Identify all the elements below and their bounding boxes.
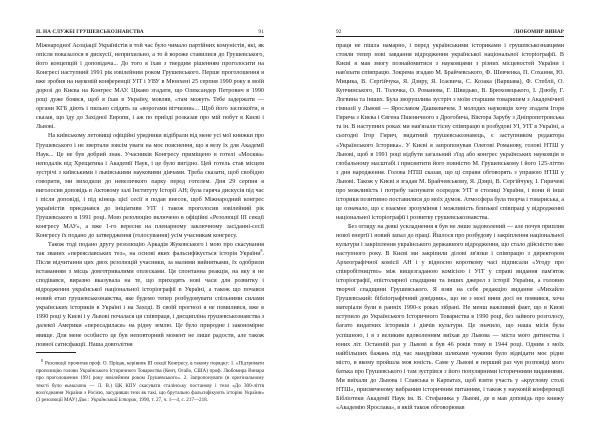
footnote-italic: вимагати: [64, 382, 87, 389]
footnote: [36, 357, 264, 404]
paragraph: На київському летовищі офіційні урядники відібрали від мене усі мої книжки про Грушевського і не звертали зовсім уваги на моє пояснення, що я везу їх для Академії Наук... Це не був добрий знак. Учасників Конгресу приміщено в готелі «Москва» неподалік від Хрещатика і Академії Наук, і це було вигідно. Цей готель став місцем зустрічі з київськими і львівськими науковими діячами. Треба сказати, щоб свобідно говорити, ми виходили до невеличкого парку перед готелем. Дня 29 серпня я виголосив доповідь в Актовому залі Інституту Історії АН; була гаряча дискусія під час і після доповіді, і під кінець цієї сесії я подав внесок, щоб Міжнародний конгрес україністів приєднався до ініціативи УІТ і також проголосив ювілейний рік Грушевського в 1991 році. Мою резолюцію включено в офіційні «Резолюції III секції конгресу МАУ», а вже 1-го вересня на пленарному заключному засіданні-сесії Конгресу їх подано до затвердження (голосування) усім учасникам конгресу.: [36, 133, 264, 239]
body-text: [36, 42, 264, 350]
footnote-text: , 1990, т. 27, ч. 1—4, с. 217—218.: [136, 397, 208, 404]
paragraph-text: . Після відчитання цих двох резолюцій учасники, за малими вийнятками, їх одобрили вставанням з місць довготривалими оплесками. Ця спонтанна реакція, на яку я не сподівався, виразно вказувала на те, що приходять нові часи для розвитку і відродження української національної історіографії в Україні, а також що почався новий етап грушевськознавства, яке будемо тепер розбудовувати спільними силами українських істориків в Україні і на Заході. В своїй прогнозі я не помилився, вже в 1990 році у Києві і у Львові почалася ця співпраця, і дисципліна грушевськознавства з далекої Америки «пересадилася» на рідну землю. Це було природне і закономірне явище. Для мене особисто це був неповторний момент не лише радости, але також повної сатисфакції. Наша довголітня: [36, 251, 264, 348]
paragraph: Міжнародної Асоціації Україністів в той час було чимало партійних комуністів, які, як опісля показалося в дискусії, неприхильно, а то й вороже ставилися до Грушевського, його концепцій і доповідача... До того я їхав з твердим рішенням проголосити на Конгресі наступний 1991 рік ювілейним роком Грушевського. Перше проголошення я вже зробив на науковій конференції УІТ і УВУ в Мюнхені 25 серпня 1990 року в моїй дорозі до Києва на Конгрес МАУ. Цікаво згадати, що Олександер Петрович в 1990 році дуже боявся, щоб я їхав в Україну, мовляв, «там можуть Тебе задержати — органи КГБ діють і пильно слідять за «ворогами вітчизни»... Щоб його заспокоїти, я сказав, що їду до Західної Европи, і аж по приїзді розказав про мій побут в Києві і Львові.: [36, 43, 264, 131]
running-head: [36, 25, 264, 37]
footnote-text: Резолюції прочитав проф. О. Пріцак, керівник III секції Конгресу, в такому порядку: 1. «Підтримати пропозицію голови Українського Історичного Товариства (Кент, Огайо, США) проф. Любомира Винара про проголошення 1991 року ювілейним роком Грушевського». 2. Запропонувати (в оригінальному тексті було: [36, 360, 264, 389]
paragraph: праця не пішла намарно, і перед українськими істориками і грушевськознавцями стояли тепер нові завдання відродження української національної історіографії. В Києві я мав змогу познайомитися з науковцями з різних місцевостей України і нав'язати співпрацю. Зокрема згадаю М. Брайчевського, Ф. Шевченка, П. Сохання, Ю. Мицика, В. Сергійчука, Я. Дзиру, Я. Ісаєвича, С. Козака (Варшава), Ф. Стебліі, О. Купчинського, П. Толочка, О. Романова, Г. Швидько, В. Брюховецького, І. Дзюбу, Г. Логвина та інших. Була зворушлива зустріч з моїм старшим товаришем з Академічної гімназії у Львові — Ярославом Дашкевичем. З молодих науковців хочу згадати Ігоря Гирича з Києва і Євгена Пшеничного з Дрогобича, Віктора Зарубу з Дніпропетровська та ін. В наступних роках ми нав'язали тісну співпрацю в розбудові УІ, УІТ в Україні, а сьогодні Ігор Гирич, видатний грушевськознавець, є заступником редактора «Українського Історика». У Києві я запропонував Олегові Романову, голові НТШ у Львові, щоб в 1991 році відбути загальний з'їзд або конгрес українських науковців в глобальному масштабі і присвятити його повністю М. Грушевському і його 125-літтю з дня народження. Голова НТШ сказав, що ці справи обговорять з управою НТШ у Львові. Також у Києві я згадав М. Брайчевському, Я. Дзирі, В. Сергійчуку, І. Гиричеві про можливість і потребу заснувати осередок УІТ в столиці України, і вони й інші історики позитивно поставилися до моїх думок. Атмосфера була творча і товариська, а це означало, що є взаємне зрозуміння і можливість близької співпраці у відродженні національної історіографії і розвитку грушевськознавства.: [336, 43, 564, 221]
page-number: 91: [258, 29, 264, 35]
paragraph: [36, 241, 264, 350]
page-number: 92: [336, 29, 342, 35]
footnote-citation: Див.: Український Історик: [78, 397, 137, 404]
paragraph: Без огляду на деякі ускладнення я був не лише задоволений — але почув приплив нової енергії і новий запал до праці. Йшлося про розбудову і закріплення національної культури і закріплення українського державного відродження, що стало дійсністю вже наступного року. В Києві ми закріпили ділові зв'язки і співпрацю з директором Археографічної комісії АН і у відносно короткому часі підписали «Угоду про співробітництво» між вищезгаданою комісією і УІТ у справі видання пам'яток історіографії, епістолярної спадщини та інших джерел з історії України, а головно творчої спадщини Грушевського. Я взяв на себе редакцію видання «Михайло Грушевський: бібліографічний довідник», що не з моєї вини досі не появився, хоча матеріали були в ранніх 1990-х роках зібрані. Не менш важливий факт, що в Києві вступило до Українського Історичного Товариства в 1990 році, без зайвого розголосу, багато видатних істориків і діячів культури. Це значило, що наша місія була успішною, і я з великим вдоволенням виїхав до Львова — міста мого дитинства і юних літ. Останній раз у Львові я був 46 років тому в 1944 році. Одним з моїх найбільших бажань під час мандрівки шляхами чужини було відвідати моє рідне місто, в якому пройшла моя юність. Саме у Львові я перший раз чув розповіді мого батька про Грушевського і там зустрівся з його популярними історичними виданнями. Ми виїхали до Львова і Славська в Карпатах, щоб взяти участь у «круглому столі НТШ», присвяченому вибраним історичним питанням, і також у науковій конференції Бібліотеки Академії Наук ім. В. Стефаника у Львові, де я мав доповідь про книжу «Академію Ярослава», в якій також обговорював: [336, 223, 564, 411]
running-head: [336, 25, 564, 37]
paragraph-text: Також тоді подано другу резолюцію Аркадія Жуковського і мою про скасування так званих «переяславських тез», на основі яких фальсифікується історія України: [36, 242, 264, 258]
running-head-title: ЛЮБОМИР ВИНАР: [513, 29, 564, 35]
body-text: [336, 42, 564, 413]
running-head-title: II. НА СЛУЖБІ ГРУШЕВСЬКОЗНАВСТВА: [36, 29, 144, 35]
footnote-divider: [36, 352, 76, 353]
footnote-number: 8: [41, 358, 43, 363]
footnote-text: — Л. В.) ЦК КПУ скасувати сталінську постанову і тези «До 300-ліття возз'єднання України з Росією, засудивши тези як такі, що брутально фальсифікують історію України» (3 резолюції МАУ): [36, 382, 265, 404]
footnote-reference[interactable]: 8: [260, 249, 263, 254]
